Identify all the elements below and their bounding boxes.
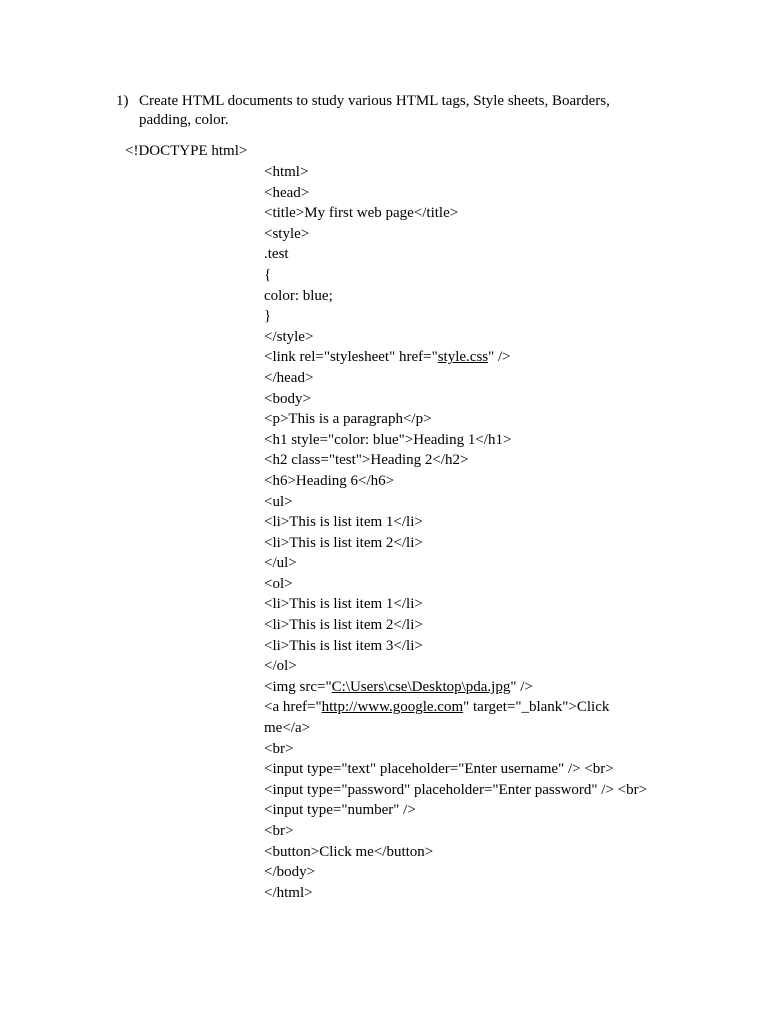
code-line: </head> bbox=[264, 369, 314, 386]
code-line: <title>My first web page</title> bbox=[264, 205, 459, 222]
code-text: " target="_blank">Click me</a> bbox=[264, 699, 610, 737]
code-line: <br> bbox=[264, 740, 294, 757]
code-line: <li>This is list item 1</li> bbox=[264, 514, 423, 531]
code-line: <body> bbox=[264, 390, 311, 407]
code-line: <p>This is a paragraph</p> bbox=[264, 411, 432, 428]
code-text: <link rel="stylesheet" href=" bbox=[264, 349, 438, 366]
code-line: <br> bbox=[264, 823, 294, 839]
code-text: " /> bbox=[488, 349, 511, 366]
code-line: color: blue; bbox=[264, 287, 333, 304]
code-line: { bbox=[264, 266, 272, 283]
image-path-link[interactable]: C:\Users\cse\Desktop\pda.jpg bbox=[331, 678, 511, 695]
code-line: .test bbox=[264, 246, 289, 263]
code-text: <a href=" bbox=[264, 699, 322, 716]
code-line: <ul> bbox=[264, 493, 293, 510]
question-number: 1) bbox=[116, 93, 129, 109]
code-line: <h6>Heading 6</h6> bbox=[264, 472, 395, 489]
code-line: </ol> bbox=[264, 658, 297, 675]
code-line bbox=[264, 347, 684, 368]
code-line bbox=[264, 677, 684, 698]
code-text: <img src=" bbox=[264, 678, 332, 695]
code-line: <li>This is list item 2</li> bbox=[264, 617, 423, 634]
google-link[interactable]: http://www.google.com bbox=[321, 699, 464, 716]
code-line: <li>This is list item 1</li> bbox=[264, 596, 423, 613]
code-line: <button>Click me</button> bbox=[264, 843, 434, 860]
code-line: </body> bbox=[264, 864, 316, 881]
code-line: <li>This is list item 3</li> bbox=[264, 637, 423, 654]
code-line: <ol> bbox=[264, 575, 293, 592]
question-text: Create HTML documents to study various HTML tags, Style sheets, Boarders, padding, color. bbox=[139, 93, 610, 128]
code-line: <input type="number" /> bbox=[264, 802, 416, 819]
code-line: } bbox=[264, 308, 272, 325]
code-line: <input type="text" placeholder="Enter username" /> <br> bbox=[264, 761, 614, 778]
code-line bbox=[264, 697, 634, 738]
doctype-line: <!DOCTYPE html> bbox=[125, 143, 248, 159]
code-line: <input type="password" placeholder="Enter password" /> <br> bbox=[264, 781, 648, 798]
code-listing bbox=[264, 162, 684, 903]
code-line: <html> bbox=[264, 164, 309, 180]
stylesheet-link[interactable]: style.css bbox=[437, 349, 489, 366]
code-line: <style> bbox=[264, 225, 310, 242]
code-line: <h2 class="test">Heading 2</h2> bbox=[264, 452, 469, 469]
code-text: " /> bbox=[510, 678, 533, 695]
code-line: <head> bbox=[264, 184, 310, 201]
code-line: <h1 style="color: blue">Heading 1</h1> bbox=[264, 431, 512, 448]
code-line: </html> bbox=[264, 884, 313, 901]
code-line: <li>This is list item 2</li> bbox=[264, 534, 423, 551]
code-line: </ul> bbox=[264, 555, 297, 572]
question-item bbox=[116, 92, 636, 130]
code-line: </style> bbox=[264, 328, 314, 345]
